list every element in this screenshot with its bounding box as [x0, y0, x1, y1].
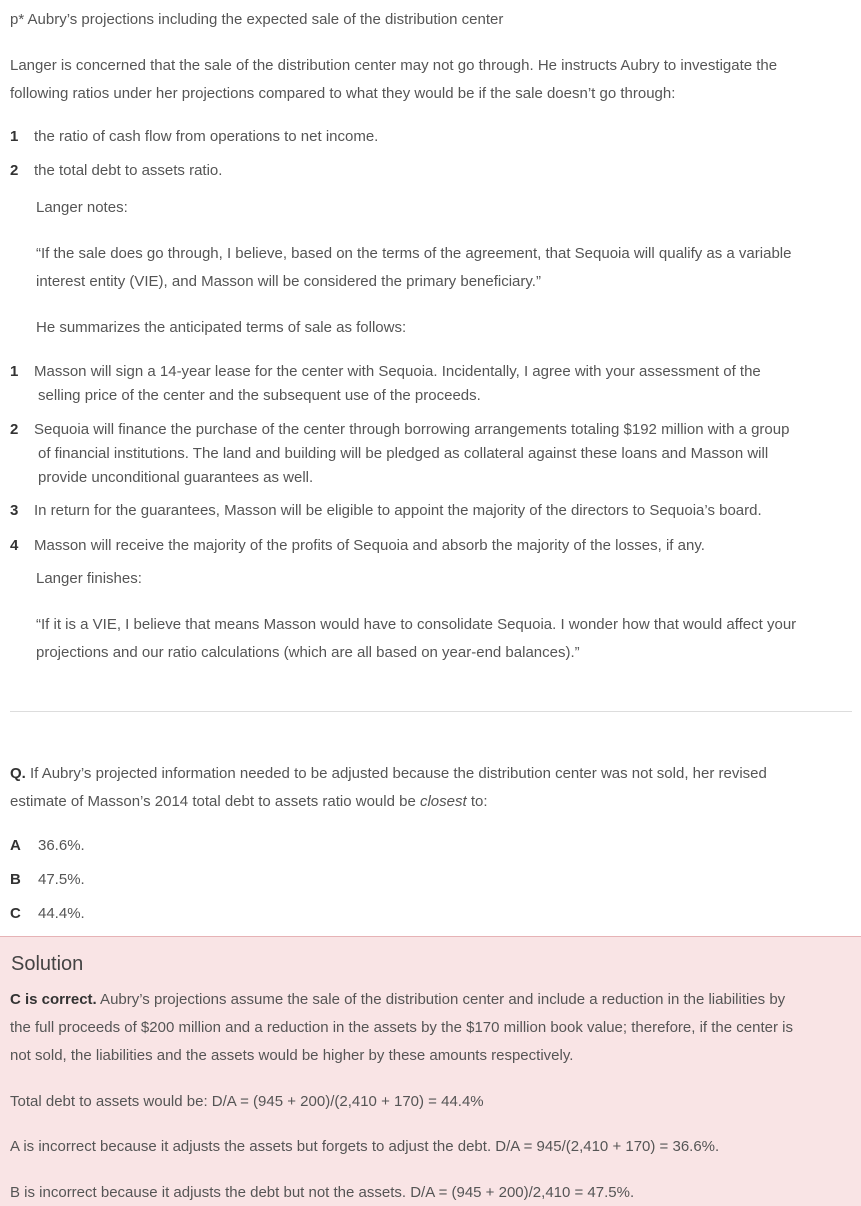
calc-line: Total debt to assets would be: D/A = (945 + 200)/(2,410 + 170) = 44.4% — [10, 1093, 484, 1110]
ratio-text: the total debt to assets ratio. — [34, 162, 223, 179]
question-text: If Aubry’s projected information needed to be adjusted because the distribution center was not sold, her revised — [30, 765, 767, 782]
term-line: Masson will receive the majority of the profits of Sequoia and absorb the majority of the losses, if any. — [34, 537, 705, 554]
option-letter: A — [10, 837, 21, 854]
a-explanation: A is incorrect because it adjusts the assets but forgets to adjust the debt. D/A = 945/(2,410 + 170) = 36.6%. — [10, 1138, 720, 1155]
header-line: p* Aubry’s projections including the expected sale of the distribution center — [10, 11, 504, 28]
term-line: selling price of the center and the subsequent use of the proceeds. — [38, 387, 481, 404]
question-emphasis: closest — [419, 793, 467, 810]
solution-panel — [0, 936, 861, 1206]
term-number: 1 — [10, 363, 19, 380]
term-line: In return for the guarantees, Masson will be eligible to appoint the majority of the directors to Sequoia’s board. — [34, 502, 762, 519]
option-text: 47.5%. — [38, 871, 85, 888]
question-line-1 — [10, 764, 767, 784]
quote1-line-1: “If the sale does go through, I believe, based on the terms of the agreement, that Sequoia will qualify as a variable — [36, 245, 792, 262]
question-line-2 — [10, 792, 488, 812]
question-prefix: Q. — [10, 765, 26, 782]
term-line: Sequoia will finance the purchase of the center through borrowing arrangements totaling $192 million with a group — [34, 421, 790, 438]
term-number: 4 — [10, 537, 19, 554]
ratio-number: 1 — [10, 128, 19, 145]
summary-label: He summarizes the anticipated terms of sale as follows: — [36, 319, 407, 336]
correct-answer-lead: C is correct. — [10, 991, 97, 1008]
term-number: 2 — [10, 421, 19, 438]
question-text: to: — [466, 793, 488, 810]
langer-notes-label: Langer notes: — [36, 199, 128, 216]
quote2-line-1: “If it is a VIE, I believe that means Masson would have to consolidate Sequoia. I wonder how that would affect your — [36, 616, 797, 633]
ratio-text: the ratio of cash flow from operations to net income. — [34, 128, 379, 145]
solution-title: Solution — [11, 953, 84, 975]
divider — [10, 711, 852, 712]
solution-line-3: not sold, the liabilities and the assets would be higher by these amounts respectively. — [10, 1047, 574, 1064]
solution-line-1 — [10, 990, 785, 1010]
solution-text: Aubry’s projections assume the sale of the distribution center and include a reduction in the liabilities by — [96, 991, 786, 1008]
b-explanation: B is incorrect because it adjusts the debt but not the assets. D/A = (945 + 200)/2,410 = 47.5%. — [10, 1184, 635, 1201]
quote2-line-2: projections and our ratio calculations (which are all based on year-end balances).” — [36, 644, 580, 661]
term-line: provide unconditional guarantees as well. — [38, 469, 314, 486]
term-number: 3 — [10, 502, 19, 519]
option-text: 44.4%. — [38, 905, 85, 922]
option-text: 36.6%. — [38, 837, 85, 854]
langer-finishes-label: Langer finishes: — [36, 570, 142, 587]
term-line: Masson will sign a 14-year lease for the center with Sequoia. Incidentally, I agree with your assessment of the — [34, 363, 761, 380]
option-letter: B — [10, 871, 21, 888]
question-text: estimate of Masson’s 2014 total debt to assets ratio would be — [10, 793, 420, 810]
term-line: of financial institutions. The land and building will be pledged as collateral against these loans and Masson will — [38, 445, 769, 462]
ratio-number: 2 — [10, 162, 19, 179]
quote1-line-2: interest entity (VIE), and Masson will be considered the primary beneficiary.” — [36, 273, 541, 290]
solution-line-2: the full proceeds of $200 million and a reduction in the assets by the $170 million book value; therefore, if the center is — [10, 1019, 793, 1036]
intro-line-1: Langer is concerned that the sale of the distribution center may not go through. He instructs Aubry to investigate the — [10, 57, 778, 74]
intro-line-2: following ratios under her projections compared to what they would be if the sale doesn’t go through: — [10, 85, 676, 102]
option-letter: C — [10, 905, 21, 922]
